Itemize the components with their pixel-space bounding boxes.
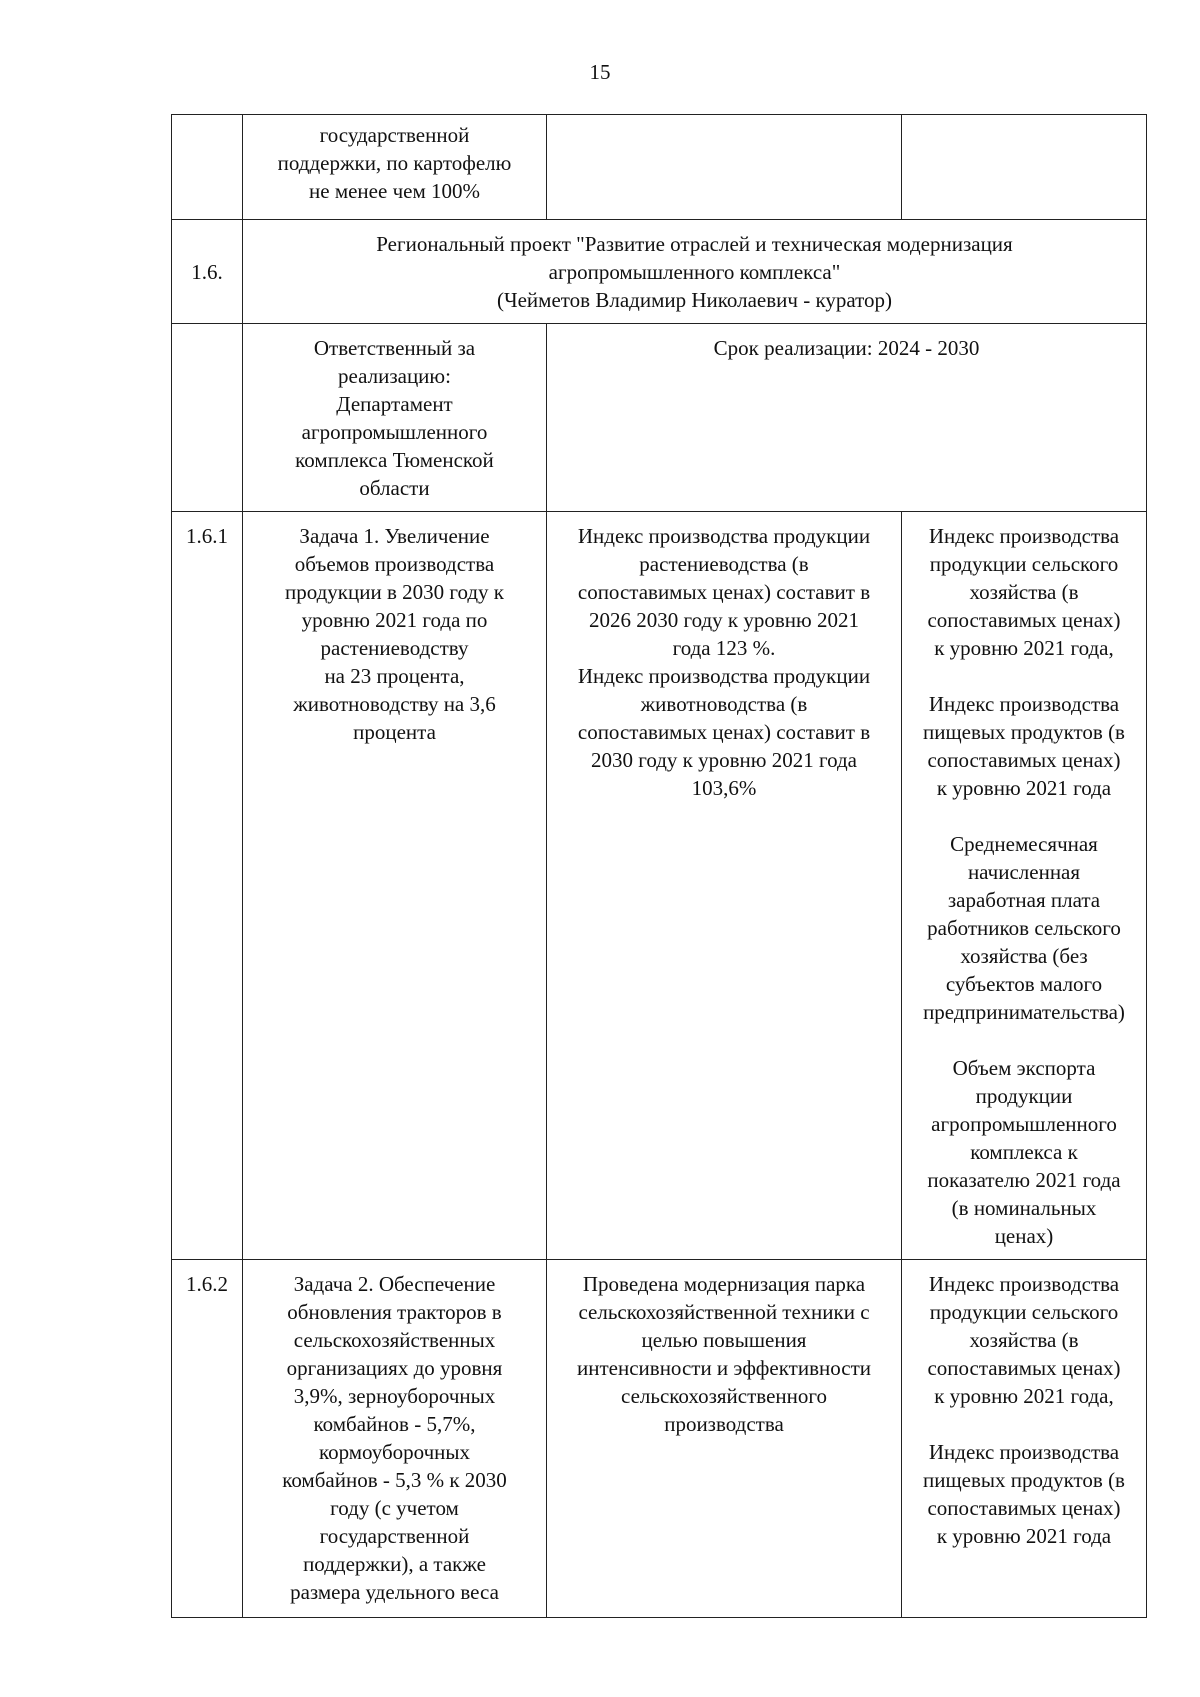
program-table bbox=[171, 114, 1147, 1618]
indicator-cell bbox=[902, 1260, 1147, 1618]
indicator-cell bbox=[902, 512, 1147, 1260]
number-cell bbox=[172, 115, 243, 220]
responsible-cell: Ответственный за реализацию: Департамент агропромышленного комплекса Тюменской области bbox=[243, 324, 547, 512]
indicator-item: Индекс производства пищевых продуктов (в сопоставимых ценах) к уровню 2021 года bbox=[923, 692, 1125, 800]
page-number: 15 bbox=[589, 60, 611, 84]
number-cell: 1.6. bbox=[172, 220, 243, 324]
task-cell: государственной поддержки, по картофелю не менее чем 100% bbox=[243, 115, 547, 220]
indicator-item: Индекс производства продукции сельского хозяйства (в сопоставимых ценах) к уровню 2021 года, bbox=[927, 1272, 1121, 1408]
result-cell: Индекс производства продукции растениеводства (в сопоставимых ценах) составит в 2026 2030 году к уровню 2021 года 123 %. Индекс производства продукции животноводства (в сопоставимых ценах) составит в 2030 году к уровню 2021 года 103,6% bbox=[547, 512, 902, 1260]
number-cell: 1.6.1 bbox=[172, 512, 243, 1260]
table-row bbox=[172, 1260, 1147, 1618]
table-row bbox=[172, 220, 1147, 324]
indicator-item: Объем экспорта продукции агропромышленного комплекса к показателю 2021 года (в номинальных ценах) bbox=[927, 1056, 1121, 1248]
project-title-cell: Региональный проект "Развитие отраслей и техническая модернизация агропромышленного комплекса" (Чейметов Владимир Николаевич - куратор) bbox=[243, 220, 1147, 324]
task-cell: Задача 1. Увеличение объемов производства продукции в 2030 году к уровню 2021 года по растениеводству на 23 процента, животноводству на 3,6 процента bbox=[243, 512, 547, 1260]
table-row bbox=[172, 115, 1147, 220]
result-cell: Проведена модернизация парка сельскохозяйственной техники с целью повышения интенсивности и эффективности сельскохозяйственного производства bbox=[547, 1260, 902, 1618]
number-cell bbox=[172, 324, 243, 512]
indicator-item: Индекс производства продукции сельского хозяйства (в сопоставимых ценах) к уровню 2021 года, bbox=[927, 524, 1121, 660]
indicator-item: Индекс производства пищевых продуктов (в сопоставимых ценах) к уровню 2021 года bbox=[923, 1440, 1125, 1548]
implementation-term-cell: Срок реализации: 2024 - 2030 bbox=[547, 324, 1147, 512]
number-cell: 1.6.2 bbox=[172, 1260, 243, 1618]
task-cell: Задача 2. Обеспечение обновления тракторов в сельскохозяйственных организациях до уровня 3,9%, зерноуборочных комбайнов - 5,7%, кормоуборочных комбайнов - 5,3 % к 2030 году (с учетом государственной поддержки), а также размера удельного веса bbox=[243, 1260, 547, 1618]
table-row bbox=[172, 324, 1147, 512]
indicator-cell bbox=[902, 115, 1147, 220]
result-cell bbox=[547, 115, 902, 220]
table-row bbox=[172, 512, 1147, 1260]
indicator-item: Среднемесячная начисленная заработная плата работников сельского хозяйства (без субъектов малого предпринимательства) bbox=[923, 832, 1125, 1024]
